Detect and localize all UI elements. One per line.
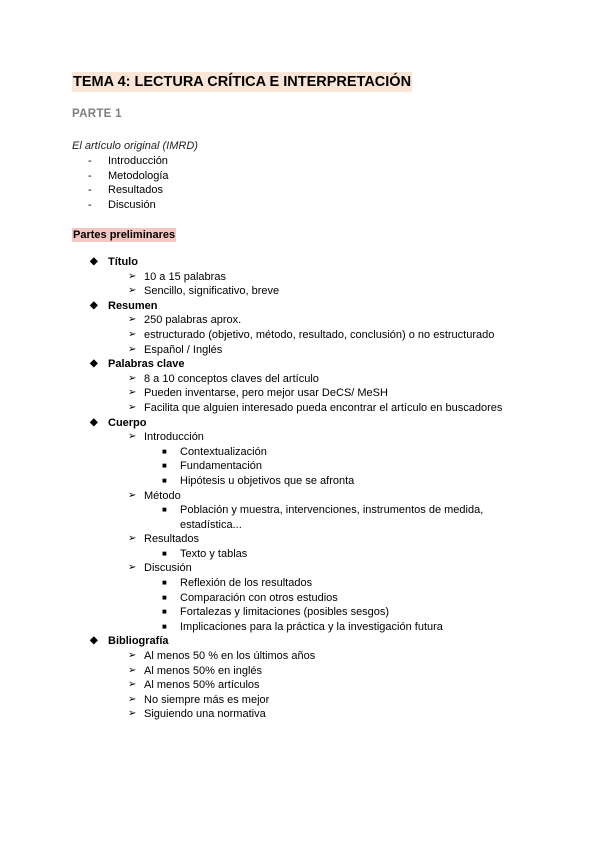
imrd-list [88, 154, 169, 212]
list-item: ➢ Al menos 50 % en los últimos años [128, 650, 316, 663]
arrow-bullet-icon: ➢ [128, 650, 137, 662]
list-item: - Metodología [88, 169, 169, 182]
list-item: ➢ Siguiendo una normativa [128, 708, 266, 721]
list-item: ➢ 8 a 10 conceptos claves del artículo [128, 372, 319, 385]
list-item: ➢ Resultados [128, 533, 200, 546]
arrow-bullet-icon: ➢ [128, 372, 137, 384]
diamond-bullet-icon: ◆ [90, 299, 98, 311]
list-item: ➢ Sencillo, significativo, breve [128, 285, 280, 298]
list-item: ➢ estructurado (objetivo, método, resultado, conclusión) o no estructurado [128, 328, 495, 341]
list-item: ➢ Al menos 50% en inglés [128, 664, 263, 677]
arrow-bullet-icon: ➢ [128, 664, 137, 676]
arrow-bullet-icon: ➢ [128, 679, 137, 691]
square-bullet-icon: ■ [162, 621, 167, 631]
section-heading: Partes preliminares [73, 229, 176, 241]
imrd-label: El artículo original (IMRD) [72, 140, 198, 152]
list-item: ■ Contextualización [162, 445, 267, 458]
part-heading: PARTE 1 [72, 108, 122, 120]
square-bullet-icon: ■ [162, 607, 167, 617]
diamond-bullet-icon: ◆ [90, 358, 98, 370]
outline-item-cuerpo: ◆ Cuerpo [90, 416, 147, 429]
list-item: ■ Población y muestra, intervenciones, instrumentos de medida, estadística... [162, 504, 484, 531]
dash-icon: - [88, 155, 92, 167]
list-item: ➢ Método [128, 489, 181, 502]
list-item: - Discusión [88, 198, 156, 211]
diamond-bullet-icon: ◆ [90, 256, 98, 267]
arrow-bullet-icon: ➢ [128, 343, 137, 355]
list-item: ■ Implicaciones para la práctica y la investigación futura [162, 620, 443, 633]
list-item: ■ Hipótesis u objetivos que se afronta [162, 474, 355, 487]
list-item: - Resultados [88, 184, 164, 196]
arrow-bullet-icon: ➢ [128, 708, 137, 720]
arrow-bullet-icon: ➢ [128, 387, 137, 399]
outline-item-titulo: ◆ Título [90, 256, 138, 268]
outline-item-palabras-clave: ◆ Palabras clave [90, 358, 185, 371]
outline-item-bibliografia: ◆ Bibliografía [90, 635, 169, 648]
outline-item-resumen: ◆ Resumen [90, 299, 158, 312]
square-bullet-icon: ■ [162, 578, 167, 588]
dash-icon: - [88, 184, 92, 196]
list-item: ➢ 10 a 15 palabras [128, 270, 226, 283]
diamond-bullet-icon: ◆ [90, 635, 98, 647]
list-item: ➢ Español / Inglés [128, 343, 223, 356]
dash-icon: - [88, 198, 92, 211]
square-bullet-icon: ■ [162, 475, 167, 485]
outline [90, 255, 590, 722]
arrow-bullet-icon: ➢ [128, 489, 137, 501]
arrow-bullet-icon: ➢ [128, 562, 137, 574]
square-bullet-icon: ■ [162, 461, 167, 471]
arrow-bullet-icon: ➢ [128, 314, 137, 326]
square-bullet-icon: ■ [162, 592, 167, 602]
arrow-bullet-icon: ➢ [128, 533, 137, 545]
list-item: ➢ Introducción [128, 431, 204, 444]
list-item: ➢ Al menos 50% artículos [128, 679, 260, 692]
list-item: ➢ Discusión [128, 562, 192, 575]
arrow-bullet-icon: ➢ [128, 693, 137, 705]
list-item: ■ Fortalezas y limitaciones (posibles sesgos) [162, 606, 390, 619]
page-title: TEMA 4: LECTURA CRÍTICA E INTERPRETACIÓN [73, 74, 412, 90]
arrow-bullet-icon: ➢ [128, 328, 137, 340]
arrow-bullet-icon: ➢ [128, 401, 137, 413]
dash-icon: - [88, 169, 92, 182]
list-item: ■ Fundamentación [162, 460, 262, 473]
list-item: ■ Reflexión de los resultados [162, 577, 313, 590]
square-bullet-icon: ■ [162, 505, 167, 515]
square-bullet-icon: ■ [162, 446, 167, 456]
list-item: ■ Texto y tablas [162, 547, 248, 560]
list-item: ■ Comparación con otros estudios [162, 591, 338, 604]
list-item: ➢ Facilita que alguien interesado pueda encontrar el artículo en buscadores [128, 401, 503, 414]
diamond-bullet-icon: ◆ [90, 416, 98, 428]
list-item: ➢ Pueden inventarse, pero mejor usar DeCS/ MeSH [128, 387, 388, 400]
square-bullet-icon: ■ [162, 548, 167, 558]
arrow-bullet-icon: ➢ [128, 431, 137, 443]
list-item: ➢ 250 palabras aprox. [128, 314, 242, 327]
list-item: - Introducción [88, 155, 168, 167]
arrow-bullet-icon: ➢ [128, 285, 137, 297]
list-item: ➢ No siempre más es mejor [128, 693, 270, 706]
arrow-bullet-icon: ➢ [128, 270, 137, 282]
